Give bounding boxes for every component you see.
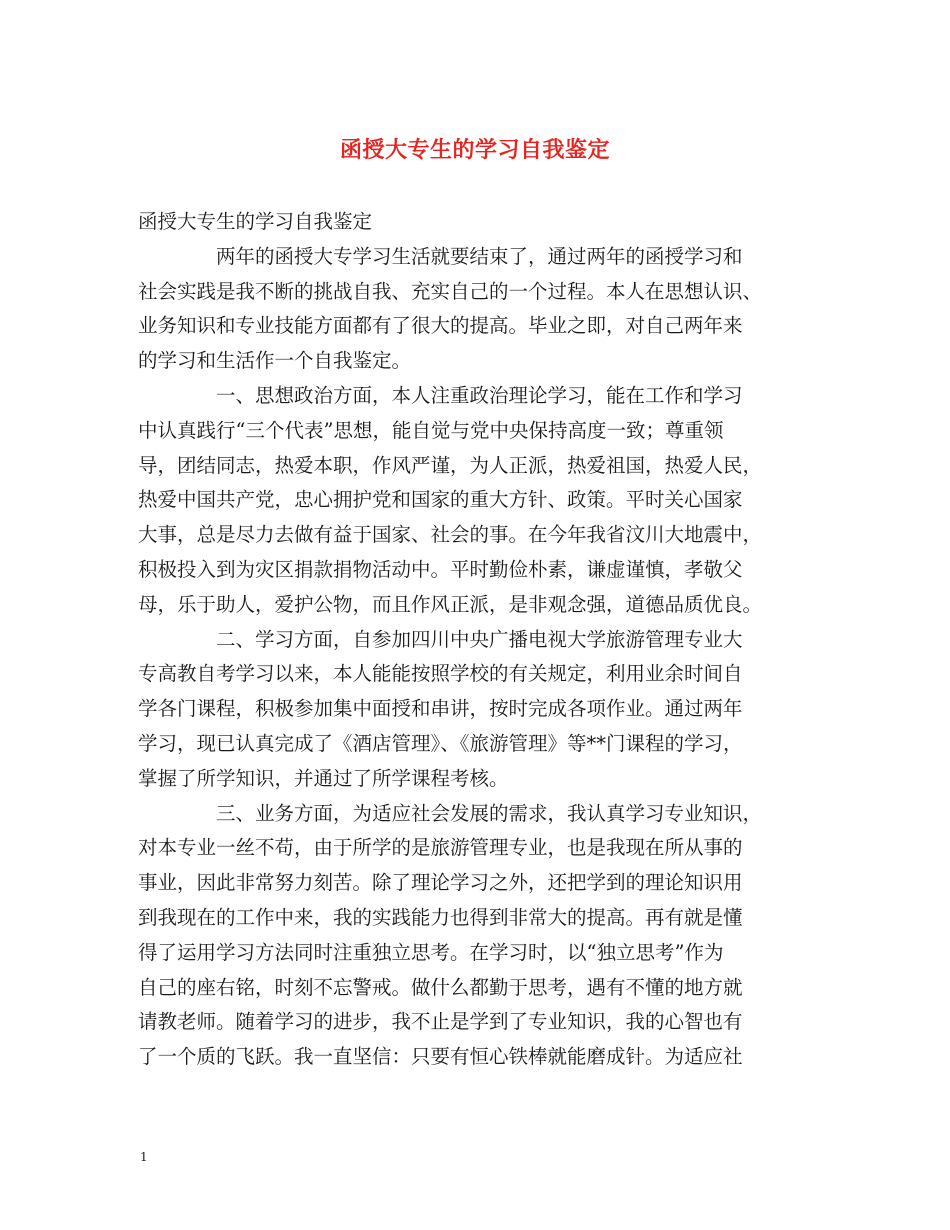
page-title: 函授大专生的学习自我鉴定 <box>339 137 610 163</box>
text-line: 的学习和生活作一个自我鉴定。 <box>138 349 412 373</box>
text-line: 大事，总是尽力去做有益于国家、社会的事。在今年我省汶川大地震中， <box>138 523 763 547</box>
text-line: 三、业务方面，为适应社会发展的需求，我认真学习专业知识， <box>216 801 763 825</box>
text-line: 导，团结同志，热爱本职，作风严谨，为人正派，热爱祖国，热爱人民， <box>138 453 763 477</box>
text-line: 得了运用学习方法同时注重独立思考。在学习时，以“独立思考”作为 <box>138 940 724 964</box>
text-line: 中认真践行“三个代表”思想，能自觉与党中央保持高度一致；尊重领 <box>138 418 724 442</box>
text-line: 函授大专生的学习自我鉴定 <box>138 210 373 233</box>
text-line: 社会实践是我不断的挑战自我、充实自己的一个过程。本人在思想认识、 <box>138 279 763 303</box>
text-line: 两年的函授大专学习生活就要结束了，通过两年的函授学习和 <box>216 244 743 268</box>
text-line: 专高教自考学习以来，本人能能按照学校的有关规定，利用业余时间自 <box>138 662 743 686</box>
text-line: 事业，因此非常努力刻苦。除了理论学习之外，还把学到的理论知识用 <box>138 871 743 895</box>
text-line: 学各门课程，积极参加集中面授和串讲，按时完成各项作业。通过两年 <box>138 697 743 721</box>
text-line: 二、学习方面，自参加四川中央广播电视大学旅游管理专业大 <box>216 627 743 651</box>
text-line: 学习，现已认真完成了《酒店管理》、《旅游管理》等**门课程的学习， <box>138 731 743 755</box>
text-line: 热爱中国共产党，忠心拥护党和国家的重大方针、政策。平时关心国家 <box>138 488 743 512</box>
text-line: 掌握了所学知识，并通过了所学课程考核。 <box>138 766 509 790</box>
document-body <box>138 205 810 1075</box>
page-number: 1 <box>140 1150 148 1164</box>
text-line: 到我现在的工作中来，我的实践能力也得到非常大的提高。再有就是懂 <box>138 905 743 929</box>
text-line: 对本专业一丝不苟，由于所学的是旅游管理专业，也是我现在所从事的 <box>138 836 743 860</box>
text-line: 母，乐于助人，爱护公物，而且作风正派，是非观念强，道德品质优良。 <box>138 592 763 616</box>
text-line: 积极投入到为灾区捐款捐物活动中。平时勤俭朴素，谦虚谨慎，孝敬父 <box>138 557 743 581</box>
text-line: 自己的座右铭，时刻不忘警戒。做什么都勤于思考，遇有不懂的地方就 <box>138 975 743 999</box>
text-line: 业务知识和专业技能方面都有了很大的提高。毕业之即，对自己两年来 <box>138 314 743 338</box>
text-line: 一、思想政治方面，本人注重政治理论学习，能在工作和学习 <box>216 383 743 407</box>
text-line: 了一个质的飞跃。我一直坚信：只要有恒心铁棒就能磨成针。为适应社 <box>138 1045 743 1069</box>
text-line: 请教老师。随着学习的进步，我不止是学到了专业知识，我的心智也有 <box>138 1010 743 1034</box>
